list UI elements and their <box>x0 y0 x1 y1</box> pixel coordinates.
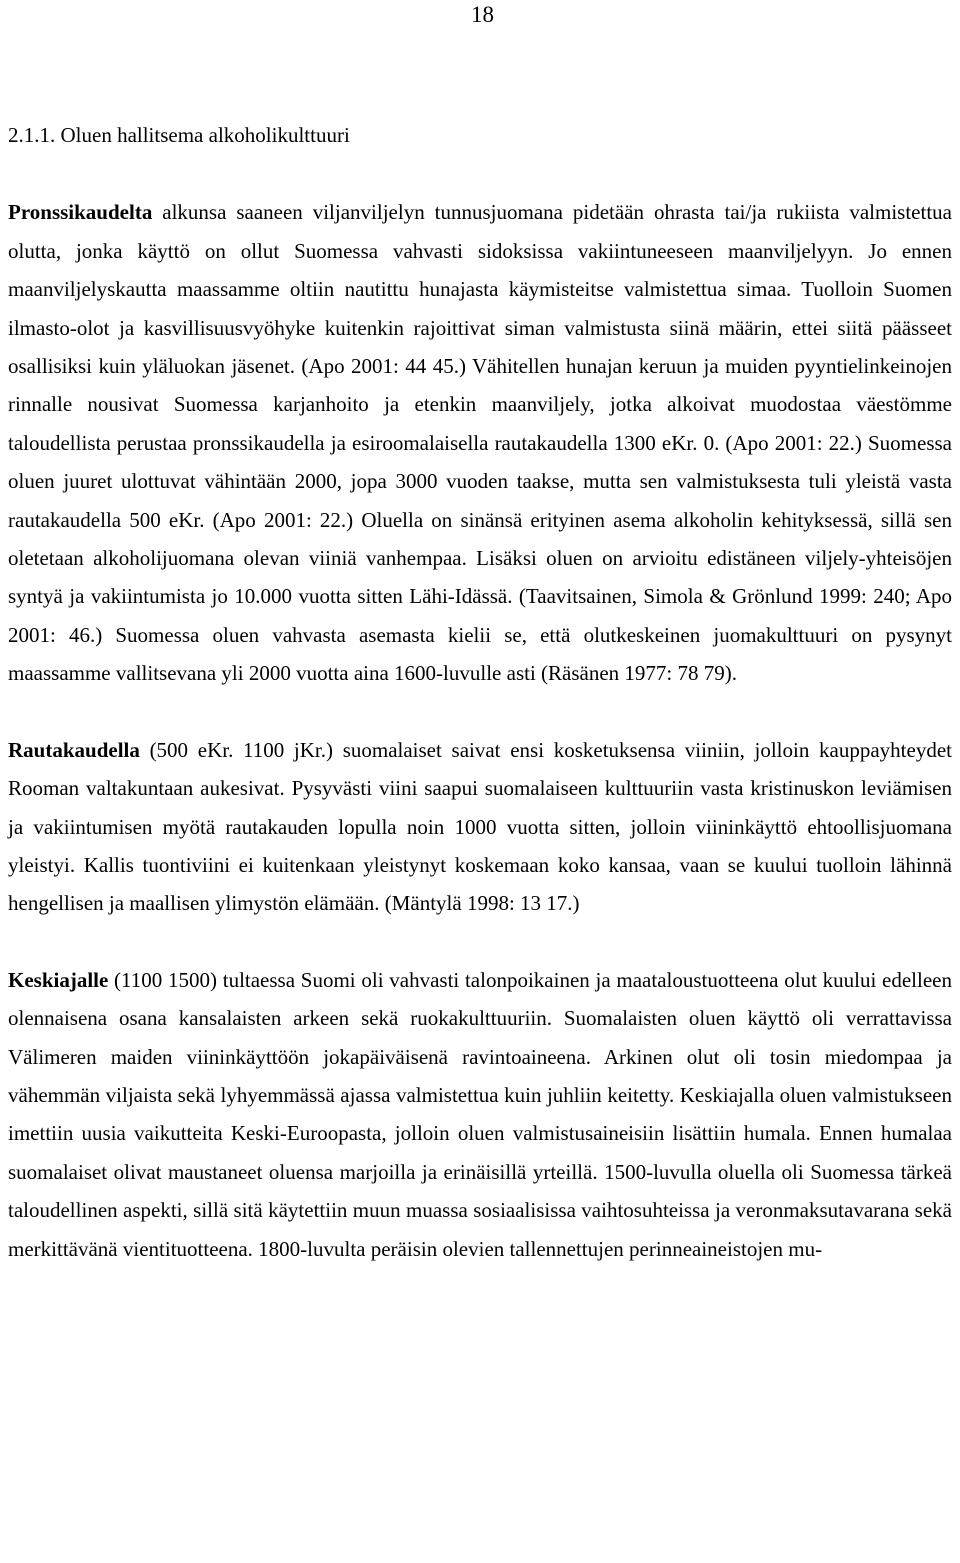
paragraph-pronssikausi <box>8 193 952 692</box>
document-body <box>8 116 952 1268</box>
paragraph-rautakausi <box>8 731 952 923</box>
paragraph-text: alkunsa saaneen viljanviljelyn tunnusjuomana pidetään ohrasta tai/ja rukiista valmistettua olutta, jonka käyttö on ollut Suomessa vahvasti sidoksissa vakiintuneeseen maanviljelyyn. Jo ennen maanviljelyskautta maassamme oltiin nautittu hunajasta käymisteitse valmistettua simaa. Tuolloin Suomen ilmasto-olot ja kasvillisuusvyöhyke kuitenkin rajoittivat siman valmistusta siinä määrin, ettei siitä päässeet osallisiksi kuin yläluokan jäsenet. (Apo 2001: 44 45.) Vähitellen hunajan keruun ja muiden pyyntielinkeinojen rinnalle nousivat Suomessa karjanhoito ja etenkin maanviljely, jotka alkoivat muodostaa väestömme taloudellista perustaa pronssikaudella ja esiroomalaisella rautakaudella 1300 eKr. 0. (Apo 2001: 22.) Suomessa oluen juuret ulottuvat vähintään 2000, jopa 3000 vuoden taakse, mutta sen valmistuksesta tuli yleistä vasta rautakaudella 500 eKr. (Apo 2001: 22.) Oluella on sinänsä erityinen asema alkoholin kehityksessä, sillä sen oletetaan alkoholijuomana olevan viiniä vanhempaa. Lisäksi oluen on arvioitu edistäneen viljely-yhteisöjen syntyä ja vakiintumista jo 10.000 vuotta sitten Lähi-Idässä. (Taavitsainen, Simola & Grönlund 1999: 240; Apo 2001: 46.) Suomessa oluen vahvasta asemasta kielii se, että olutkeskeinen juomakulttuuri on pysynyt maassamme vallitsevana yli 2000 vuotta aina 1600-luvulle asti (Räsänen 1977: 78 79). <box>8 200 952 686</box>
paragraph-lead: Pronssikaudelta <box>8 200 153 225</box>
paragraph-lead: Keskiajalle <box>8 967 109 992</box>
page-number: 18 <box>471 2 494 27</box>
paragraph-text: (500 eKr. 1100 jKr.) suomalaiset saivat ensi kosketuksensa viiniin, jolloin kauppayhteydet Rooman valtakuntaan aukesivat. Pysyvästi viini saapui suomalaiseen kulttuuriin vasta kristinuskon leviämisen ja vakiintumisen myötä rautakauden lopulla noin 1000 vuotta sitten, jolloin viininkäyttö ehtoollisjuomana yleistyi. Kallis tuontiviini ei kuitenkaan yleistynyt koskemaan koko kansaa, vaan se kuului tuolloin lähinnä hengellisen ja maallisen ylimystön elämään. (Mäntylä 1998: 13 17.) <box>8 737 952 916</box>
paragraph-text: (1100 1500) tultaessa Suomi oli vahvasti talonpoikainen ja maataloustuotteena olut kuului edelleen olennaisena osana kansalaisten arkeen sekä ruokakulttuuriin. Suomalaisten oluen käyttö oli verrattavissa Välimeren maiden viininkäyttöön jokapäiväisenä ravintoaineena. Arkinen olut oli tosin miedompaa ja vähemmän viljaista sekä lyhyemmässä ajassa valmistettua kuin juhliin keitetty. Keskiajalla oluen valmistukseen imettiin uusia vaikutteita Keski-Euroopasta, jolloin oluen valmistusaineisiin lisättiin humala. Ennen humalaa suomalaiset olivat maustaneet oluensa marjoilla ja erinäisillä yrteillä. 1500-luvulla oluella oli Suomessa tärkeä taloudellinen aspekti, sillä sitä käytettiin muun muassa sosiaalisissa vaihtosuhteissa ja veronmaksutavarana sekä merkittävänä vientituotteena. 1800-luvulta peräisin olevien tallennettujen perinneaineistojen mu- <box>8 967 952 1261</box>
section-heading: 2.1.1. Oluen hallitsema alkoholikulttuuri <box>8 123 350 147</box>
paragraph-lead: Rautakaudella <box>8 737 140 762</box>
paragraph-keskiaika <box>8 961 952 1268</box>
